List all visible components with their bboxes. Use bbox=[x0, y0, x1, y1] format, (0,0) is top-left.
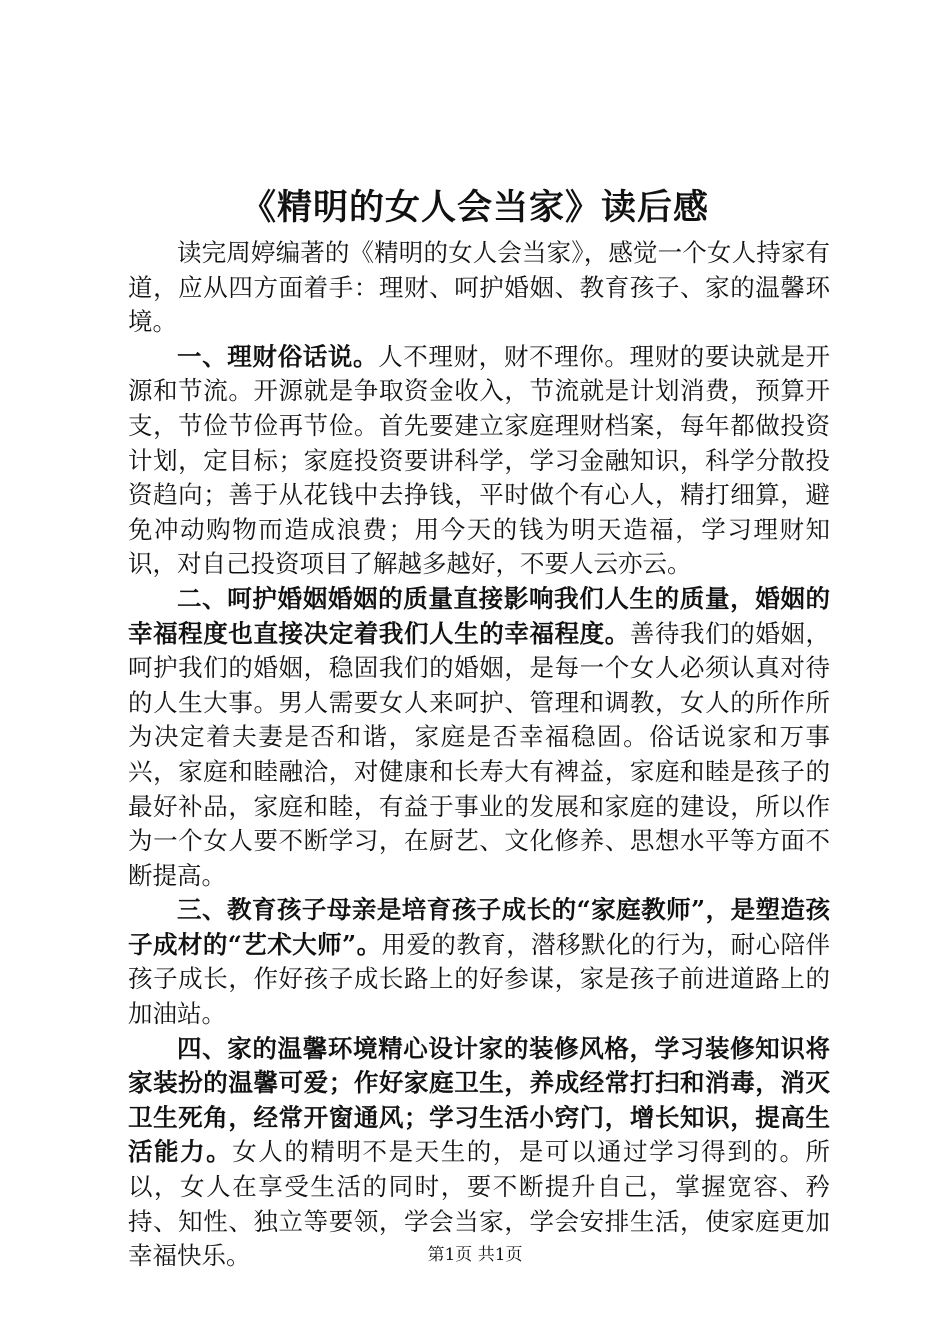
section-text-2: 善待我们的婚姻，呵护我们的婚姻，稳固我们的婚姻，是每一个女人必须认真对待的人生大事。男人需要女人来呵护、管理和调教，女人的所作所为决定着夫妻是否和谐，家庭是否幸福稳固。俗话说家和万事兴，家庭和睦融洽，对健康和长寿大有裨益，家庭和睦是孩子的最好补品，家庭和睦，有益于事业的发展和家庭的建设，所以作为一个女人要不断学习，在厨艺、文化修养、思想水平等方面不断提高。 bbox=[128, 618, 831, 890]
section-paragraph-2 bbox=[128, 582, 830, 893]
section-heading-1: 一、理财 bbox=[177, 341, 278, 371]
section-text-1: 人不理财，财不理你。理财的要诀就是开源和节流。开源就是争取资金收入，节流就是计划消费，预算开支，节俭节俭再节俭。首先要建立家庭理财档案，每年都做投资计划，定目标；家庭投资要讲科学，学习金融知识，科学分散投资趋向；善于从花钱中去挣钱，平时做个有心人，精打细算，避免冲动购物而造成浪费；用今天的钱为明天造福，学习理财知识，对自己投资项目了解越多越好，不要人云亦云。 bbox=[128, 341, 831, 579]
section-text-3: 用爱的教育，潜移默化的行为，耐心陪伴孩子成长，作好孩子成长路上的好参谋，家是孩子前进道路上的加油站。 bbox=[128, 929, 831, 1029]
intro-paragraph: 读完周婷编著的《精明的女人会当家》，感觉一个女人持家有道，应从四方面着手：理财、呵护婚姻、教育孩子、家的温馨环境。 bbox=[128, 238, 830, 337]
page-number-footer: 第1页 共1页 bbox=[427, 1245, 523, 1265]
section-lead-1: 俗话说。 bbox=[277, 341, 379, 371]
section-paragraph-4 bbox=[128, 1032, 830, 1274]
section-heading-4: 四、家的温馨环境 bbox=[177, 1033, 379, 1063]
document-body bbox=[128, 236, 830, 1274]
section-lead-4: 精心设计家的装修风格，学习装修知识将家装扮的温馨可爱；作好家庭卫生，养成经常打扫和消毒，消灭卫生死角，经常开窗通风；学习生活小窍门，增长知识，提高生活能力。 bbox=[128, 1033, 831, 1167]
section-heading-3: 三、教育孩子 bbox=[177, 895, 327, 925]
section-text-4: 女人的精明不是天生的，是可以通过学习得到的。所以，女人在享受生活的同时，要不断提升自己，掌握宽容、矜持、知性、独立等要领，学会当家，学会安排生活，使家庭更加幸福快乐。 bbox=[128, 1137, 831, 1271]
section-paragraph-3 bbox=[128, 893, 830, 1031]
section-heading-2: 二、呵护婚姻 bbox=[177, 583, 328, 613]
section-paragraph-1 bbox=[128, 340, 830, 582]
section-lead-2: 婚姻的质量直接影响我们人生的质量，婚姻的幸福程度也直接决定着我们人生的幸福程度。 bbox=[128, 583, 831, 648]
section-lead-3: 母亲是培育孩子成长的“家庭教师”，是塑造孩子成材的“艺术大师”。 bbox=[128, 895, 830, 959]
document-title: 《精明的女人会当家》读后感 bbox=[240, 187, 709, 228]
